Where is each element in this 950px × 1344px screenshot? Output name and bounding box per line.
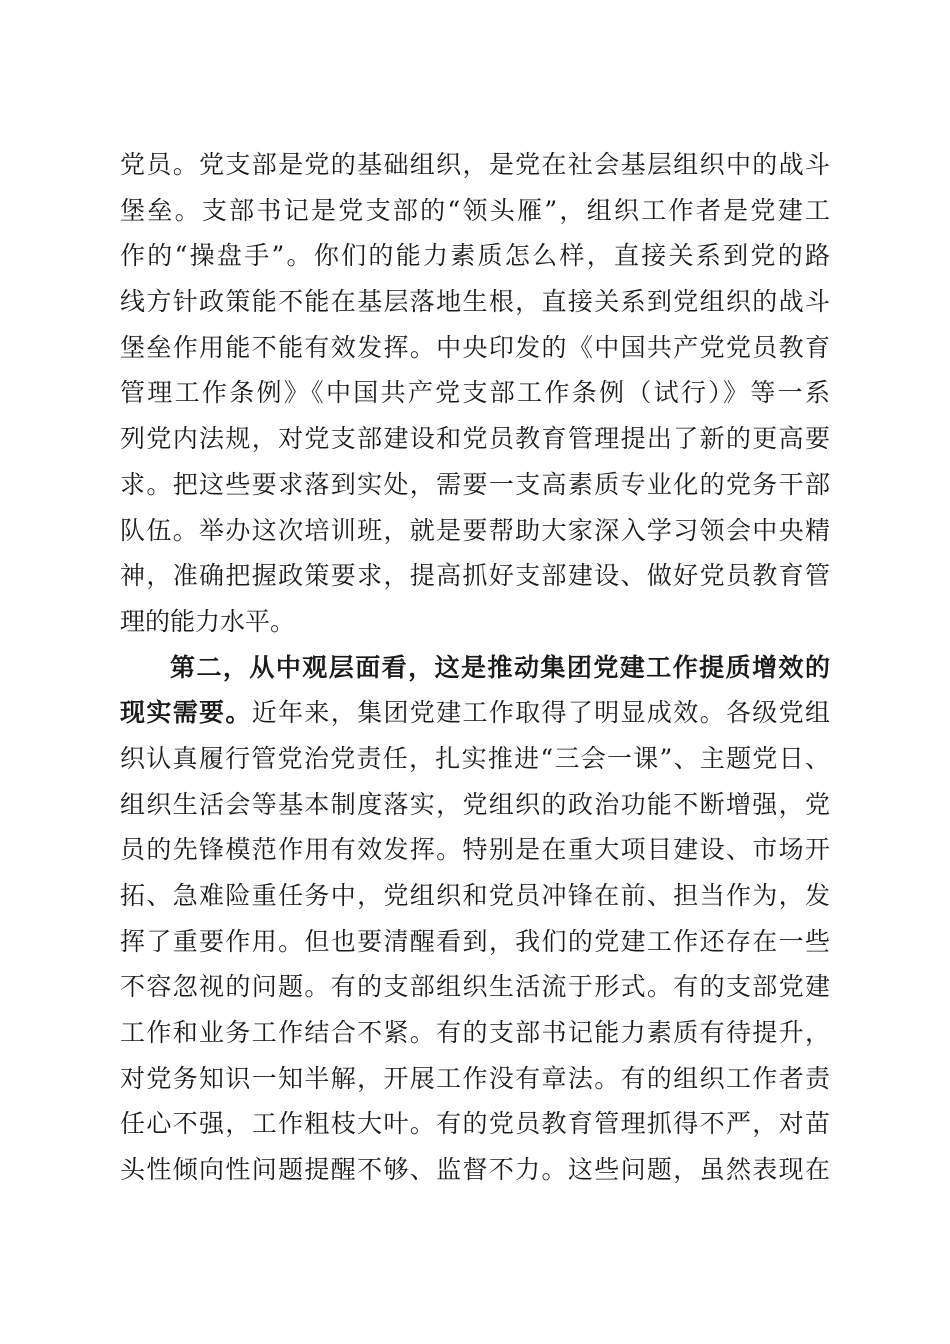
- text-line: 工作和业务工作结合不紧。有的支部书记能力素质有待提升，: [120, 1018, 830, 1048]
- text-line: 堡垒。支部书记是党支部的“领头雁”，组织工作者是党建工: [120, 195, 830, 225]
- text-line: 拓、急难险重任务中，党组织和党员冲锋在前、担当作为，发: [120, 881, 830, 910]
- text-line: 不容忽视的问题。有的支部组织生活流于形式。有的支部党建: [120, 972, 830, 1002]
- text-line: 队伍。举办这次培训班，就是要帮助大家深入学习领会中央精: [120, 515, 830, 545]
- mixed-line: [120, 690, 830, 736]
- text-line: 管理工作条例》《中国共产党支部工作条例（试行）》等一系: [120, 378, 830, 408]
- text-line: 组织生活会等基本制度落实，党组织的政治功能不断增强，党: [120, 789, 830, 819]
- text-line: 任心不强，工作粗枝大叶。有的党员教育管理抓得不严，对苗: [120, 1109, 830, 1139]
- text-line: 堡垒作用能不能有效发挥。中央印发的《中国共产党党员教育: [120, 332, 830, 362]
- text-line: 理的能力水平。: [120, 606, 296, 636]
- bold-heading-end: 现实需要。: [120, 698, 252, 728]
- text-run: 近年来，集团党建工作取得了明显成效。各级党组: [251, 698, 830, 728]
- text-line: 神，准确把握政策要求，提高抓好支部建设、做好党员教育管: [120, 561, 830, 591]
- text-line: 挥了重要作用。但也要清醒看到，我们的党建工作还存在一些: [120, 926, 830, 956]
- body-text: [120, 142, 830, 1193]
- bold-heading-line: 第二，从中观层面看，这是推动集团党建工作提质增效的: [170, 652, 830, 682]
- text-line: 党员。党支部是党的基础组织，是党在社会基层组织中的战斗: [120, 150, 830, 179]
- text-line: 头性倾向性问题提醒不够、监督不力。这些问题，虽然表现在: [120, 1155, 830, 1185]
- text-line: 求。把这些要求落到实处，需要一支高素质专业化的党务干部: [120, 469, 830, 499]
- paragraph-1: [120, 142, 830, 645]
- text-line: 对党务知识一知半解，开展工作没有章法。有的组织工作者责: [120, 1063, 830, 1093]
- text-line: 织认真履行管党治党责任，扎实推进“三会一课”、主题党日、: [120, 743, 830, 773]
- text-line: 作的“操盘手”。你们的能力素质怎么样，直接关系到党的路: [120, 241, 830, 271]
- text-line: 线方针政策能不能在基层落地生根，直接关系到党组织的战斗: [120, 287, 830, 317]
- text-line: 列党内法规，对党支部建设和党员教育管理提出了新的更高要: [120, 424, 830, 454]
- paragraph-2: [120, 645, 830, 1193]
- text-line: 员的先锋模范作用有效发挥。特别是在重大项目建设、市场开: [120, 835, 830, 865]
